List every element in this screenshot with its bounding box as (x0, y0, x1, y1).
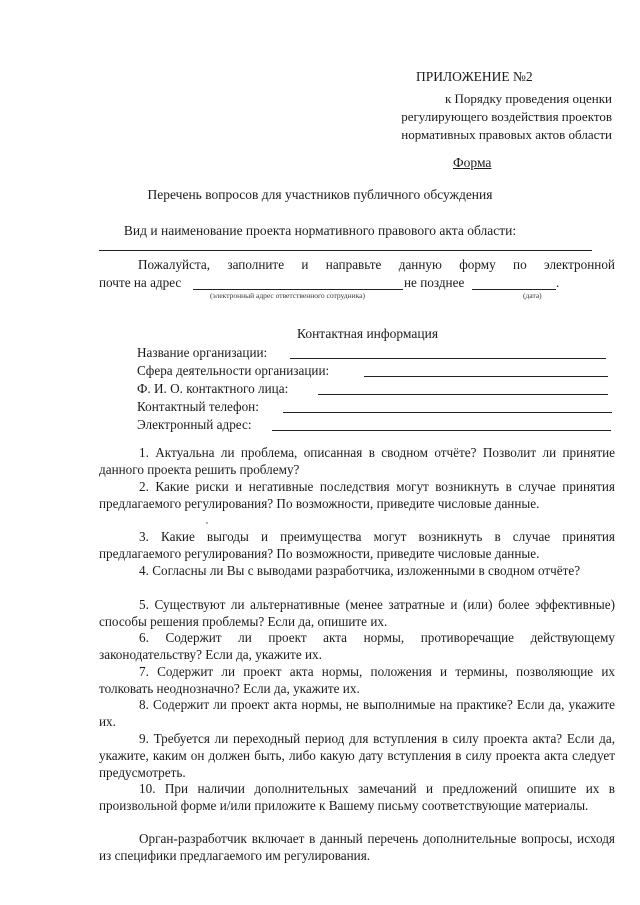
org-name-input-line[interactable] (290, 358, 606, 359)
contact-activity-label: Сфера деятельности организации: (137, 363, 330, 378)
developer-note: Орган-разработчик включает в данный перечень дополнительные вопросы, исходя из специфики предлагаемого им регулирования. (99, 831, 615, 863)
contact-email-input-line[interactable] (272, 430, 611, 431)
contact-person-label: Ф. И. О. контактного лица: (137, 381, 289, 396)
document-heading: Перечень вопросов для участников публичного обсуждения (147, 187, 493, 202)
question-6: 6. Содержит ли проект акта нормы, противоречащие действующему законодательству? Если да, укажите их. (99, 630, 615, 662)
contact-email-label: Электронный адрес: (137, 417, 252, 432)
question-7: 7. Содержит ли проект акта нормы, положения и термины, позволяющие их толковать неоднозначно? Если да, укажите их. (99, 664, 615, 696)
email-caption: (электронный адрес ответственного сотрудника) (210, 291, 365, 300)
appendix-line-1: к Порядку проведения оценки (444, 91, 612, 106)
person-input-line[interactable] (318, 394, 608, 395)
question-9: 9. Требуется ли переходный период для вступления в силу проекта акта? Если да, укажите, каким он должен быть, либо какую дату вступления в силу проекта акта следует предусмотреть. (99, 731, 615, 780)
contact-org-name-label: Название организации: (137, 345, 268, 360)
contact-title: Контактная информация (297, 326, 439, 341)
appendix-title: ПРИЛОЖЕНИЕ №2 (416, 69, 533, 84)
question-4: 4. Согласны ли Вы с выводами разработчика, изложенными в сводном отчёте? (139, 563, 581, 578)
act-type-label: Вид и наименование проекта нормативного правового акта области: (123, 223, 517, 238)
scan-speck (206, 522, 208, 524)
contact-phone-label: Контактный телефон: (137, 399, 259, 414)
date-input-line[interactable] (472, 289, 556, 290)
request-end: . (556, 275, 560, 290)
email-input-line[interactable] (193, 289, 403, 290)
request-middle: не позднее (404, 275, 465, 290)
question-1: 1. Актуальна ли проблема, описанная в сводном отчёте? Позволит ли принятие данного проекта решить проблему? (99, 445, 615, 477)
phone-input-line[interactable] (283, 412, 612, 413)
activity-input-line[interactable] (364, 376, 608, 377)
question-3: 3. Какие выгоды и преимущества могут возникнуть в случае принятия предлагаемого регулирования? По возможности, приведите числовые данные. (99, 529, 615, 561)
question-5: 5. Существуют ли альтернативные (менее затратные и (или) более эффективные) способы решения проблемы? Если да, опишите их. (99, 597, 615, 629)
question-10: 10. При наличии дополнительных замечаний и предложений опишите их в произвольной форме и/или приложите к Вашему письму соответствующие материалы. (99, 781, 615, 813)
appendix-line-3: нормативных правовых актов области (401, 127, 612, 142)
act-name-input-line[interactable] (99, 250, 592, 251)
request-prefix: почте на адрес (99, 275, 182, 290)
appendix-line-2: регулирующего воздействия проектов (401, 109, 612, 124)
form-label: Форма (453, 155, 492, 170)
request-line-1: Пожалуйста, заполните и направьте данную форму по электронной (138, 257, 615, 272)
date-caption: (дата) (523, 291, 542, 300)
question-8: 8. Содержит ли проект акта нормы, не выполнимые на практике? Если да, укажите их. (99, 697, 615, 729)
question-2: 2. Какие риски и негативные последствия могут возникнуть в случае принятия предлагаемого регулирования? По возможности, приведите числовые данные. (99, 479, 615, 511)
